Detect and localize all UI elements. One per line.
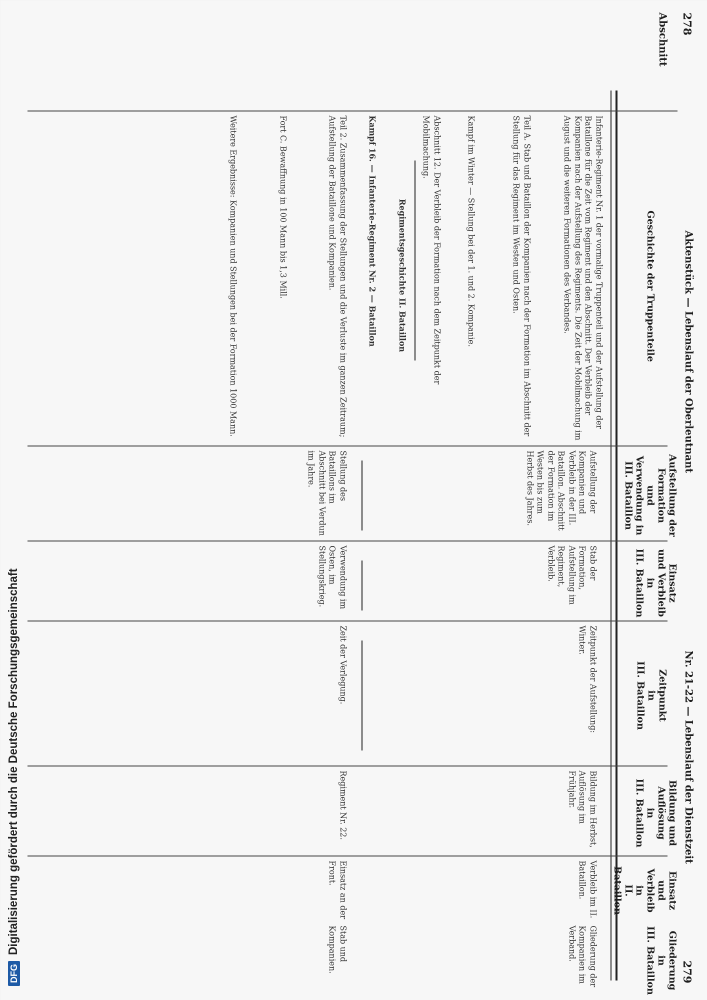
column-heading-3: Einsatz und Verbleib in III. Bataillon (633, 548, 677, 617)
right-page-number: 279 (680, 960, 693, 983)
column6-paragraph: Einsatz an der Front. (327, 860, 347, 919)
section-rule (361, 460, 362, 530)
column2-paragraph: Stellung des Bataillons im Abschnitt bei Verdun im Jahre. (306, 450, 347, 536)
column-heading-4: Zeitpunkt in III. Bataillon (634, 660, 667, 730)
column-rule (27, 765, 667, 766)
column-rule (27, 620, 667, 621)
header-rule-thin (610, 90, 611, 980)
column7-paragraph: Stab und Kompanien. (327, 925, 347, 974)
section-rule (361, 560, 362, 610)
column5-paragraph: Regiment Nr. 22. (338, 770, 347, 840)
column-heading-2: Aufstellung der Formation und Verwendung in III. Bataillon (622, 453, 677, 537)
column1-paragraph: Abschnitt 12. Der Verbleib der Formation nach dem Zeitpunkt der Mobilmachung. (421, 115, 441, 384)
column2-paragraph: Aufstellung der Kompanien und Verbleib in der III. Bataillon. Abschnitt der Formation im Westen bis zum Herbst des Jahres. (525, 450, 597, 531)
column3-paragraph: Stab der Formation, Aufstellung im Regiment, Verbleib. (546, 545, 597, 605)
column4-paragraph: Zeitpunkt der Aufstellung: Winter. (577, 625, 597, 733)
right-running-head: Nr. 21-22 — Lebenslauf der Dienstzeit (682, 650, 693, 864)
left-page-number: 278 (680, 12, 693, 35)
column3-paragraph: Verwendung im Osten, im Stellungskrieg. (317, 545, 347, 609)
column1-paragraph: Kampf im Winter — Stellung bei der 1. und 2. Kompanie. (466, 115, 475, 347)
column-heading-5: Bildung und Auflösung in III. Bataillon (633, 778, 677, 847)
dfg-footer (8, 568, 20, 986)
header-rule (615, 90, 617, 980)
column1-subheading: Kampf 16. — Infanterie-Regiment Nr. 2 — Bataillon (367, 115, 377, 347)
column-rule (27, 540, 667, 541)
column1-paragraph: Infanterie-Regiment Nr. 1 der vormalige Truppenteil und der Aufstellung der Bataillone für die Zeit vom Regiment und den Abschnitt. Der Verbleib der Kompanien nach der Aufstellung des Regiments. Die Zeit der Mobilmachung im August und die weiteren Formationen des Verbandes. (562, 115, 603, 440)
dfg-logo-icon: DFG (8, 961, 20, 986)
column-heading-6: Einsatz und Verbleib in II. Bataillon (611, 865, 677, 915)
column6-paragraph: Verbleib im II. Bataillon. (577, 860, 597, 918)
section-rule (361, 640, 362, 750)
column1-paragraph: Weitere Ergebnisse: Kompanien und Stellungen bei der Formation 1000 Mann. (228, 115, 237, 437)
column-heading-7: Gliederung in III. Bataillon (644, 925, 677, 995)
column1-paragraph: Teil 2. Zusammenfassung der Stellungen und die Verluste im ganzen Zeitraum; Aufstellung der Bataillone und Kompanien. (327, 115, 347, 437)
section-rule (414, 160, 415, 360)
column5-paragraph: Bildung im Herbst, Auflösung im Frühjahr. (567, 770, 597, 848)
dfg-text: Digitalisierung gefördert durch die Deutsche Forschungsgemeinschaft (8, 568, 20, 955)
column-heading-1: Geschichte der Truppenteile (644, 210, 655, 362)
left-running-head: Aktenstück — Lebenslauf der Oberleutnant (682, 230, 693, 473)
column1-subheading: Regimentsgeschichte II. Bataillon (397, 198, 407, 352)
column-rule (27, 855, 667, 856)
margin-label: Abschnitt (656, 12, 667, 67)
column-rule (27, 445, 667, 446)
column1-paragraph: Fort C. Bewaffnung in 100 Mann bis 1,3 Mill. (278, 115, 287, 299)
column-rule (27, 110, 677, 111)
column4-paragraph: Zeit der Verlegung. (338, 625, 347, 704)
column7-paragraph: Gliederung der Kompanien im Verband. (567, 925, 597, 987)
column1-paragraph: Teil A. Stab und Bataillon der Kompanien nach der Formation im Abschnitt der Stellung für das Regiment im Westen und Osten. (511, 115, 531, 436)
